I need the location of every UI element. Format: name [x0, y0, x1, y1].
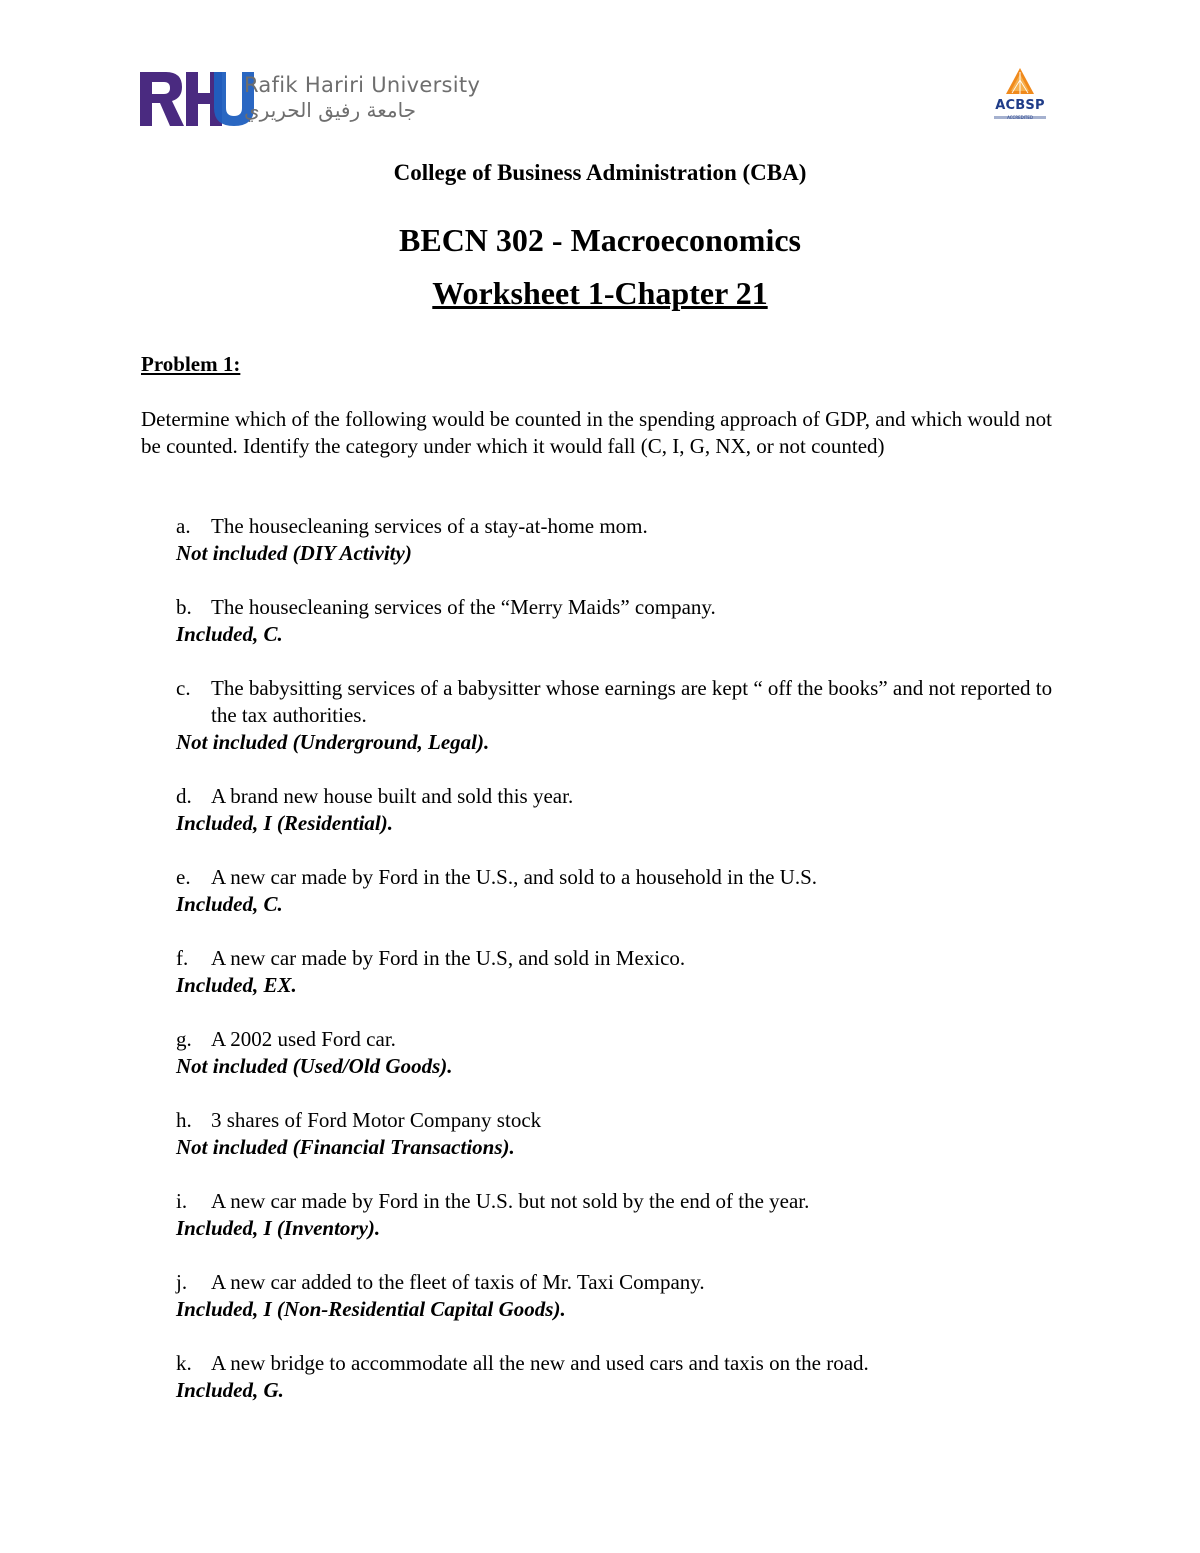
list-item: [176, 864, 1056, 918]
list-item: [176, 783, 1056, 837]
item-letter: e.: [176, 865, 191, 889]
item-question: A new car made by Ford in the U.S, and sold in Mexico.: [211, 946, 686, 970]
item-answer: Not included (Financial Transactions).: [176, 1135, 515, 1159]
item-question: A new car added to the fleet of taxis of Mr. Taxi Company.: [211, 1270, 705, 1294]
list-item: [176, 945, 1056, 999]
list-item: [176, 675, 1056, 756]
problem-instructions: Determine which of the following would be counted in the spending approach of GDP, and which would not be counted. Identify the category under which it would fall (C, I, G, NX, or not counted): [141, 407, 1052, 458]
item-letter: g.: [176, 1027, 192, 1051]
item-answer: Not included (Underground, Legal).: [176, 730, 490, 754]
university-name-arabic: جامعة رفيق الحريري: [244, 98, 417, 122]
item-answer: Not included (Used/Old Goods).: [176, 1054, 453, 1078]
item-letter: d.: [176, 784, 192, 808]
item-letter: k.: [176, 1351, 192, 1375]
list-item: [176, 1188, 1056, 1242]
university-name-english: Rafik Hariri University: [244, 73, 481, 97]
item-answer: Included, C.: [176, 892, 283, 916]
item-question: A new bridge to accommodate all the new and used cars and taxis on the road.: [211, 1351, 869, 1375]
item-letter: c.: [176, 676, 191, 700]
item-question: A brand new house built and sold this year.: [211, 784, 574, 808]
item-question: The housecleaning services of a stay-at-home mom.: [211, 514, 648, 538]
item-letter: b.: [176, 595, 192, 619]
list-item: [176, 1269, 1056, 1323]
item-letter: a.: [176, 514, 191, 538]
item-answer: Included, I (Residential).: [176, 811, 394, 835]
course-title: BECN 302 - Macroeconomics: [399, 222, 801, 258]
list-item: [176, 1107, 1056, 1161]
item-question: A 2002 used Ford car.: [211, 1027, 396, 1051]
item-letter: f.: [176, 946, 189, 970]
item-answer: Included, I (Non-Residential Capital Goods).: [176, 1297, 566, 1321]
item-answer: Included, I (Inventory).: [176, 1216, 381, 1240]
worksheet-title: Worksheet 1-Chapter 21: [432, 275, 768, 311]
item-answer: Included, G.: [176, 1378, 284, 1402]
item-answer: Not included (DIY Activity): [176, 541, 412, 565]
list-item: [176, 513, 1056, 567]
item-question: The babysitting services of a babysitter whose earnings are kept “ off the books” and not reported to the tax authorities.: [211, 676, 1053, 727]
item-question: A new car made by Ford in the U.S., and sold to a household in the U.S.: [211, 865, 818, 889]
item-letter: h.: [176, 1108, 192, 1132]
item-question: The housecleaning services of the “Merry Maids” company.: [211, 595, 716, 619]
list-item: [176, 594, 1056, 648]
item-letter: i.: [176, 1189, 188, 1213]
item-question: 3 shares of Ford Motor Company stock: [211, 1108, 542, 1132]
list-item: [176, 1026, 1056, 1080]
item-answer: Included, EX.: [176, 973, 297, 997]
problem-title: Problem 1:: [141, 352, 241, 376]
item-question: A new car made by Ford in the U.S. but not sold by the end of the year.: [211, 1189, 810, 1213]
list-item: [176, 1350, 1056, 1404]
question-list: [176, 513, 1056, 1431]
college-heading: College of Business Administration (CBA): [393, 160, 807, 185]
acbsp-logo-subtext: ACCREDITED: [1007, 115, 1033, 120]
item-letter: j.: [176, 1270, 188, 1294]
acbsp-logo-text: ACBSP: [995, 98, 1045, 113]
item-answer: Included, C.: [176, 622, 283, 646]
